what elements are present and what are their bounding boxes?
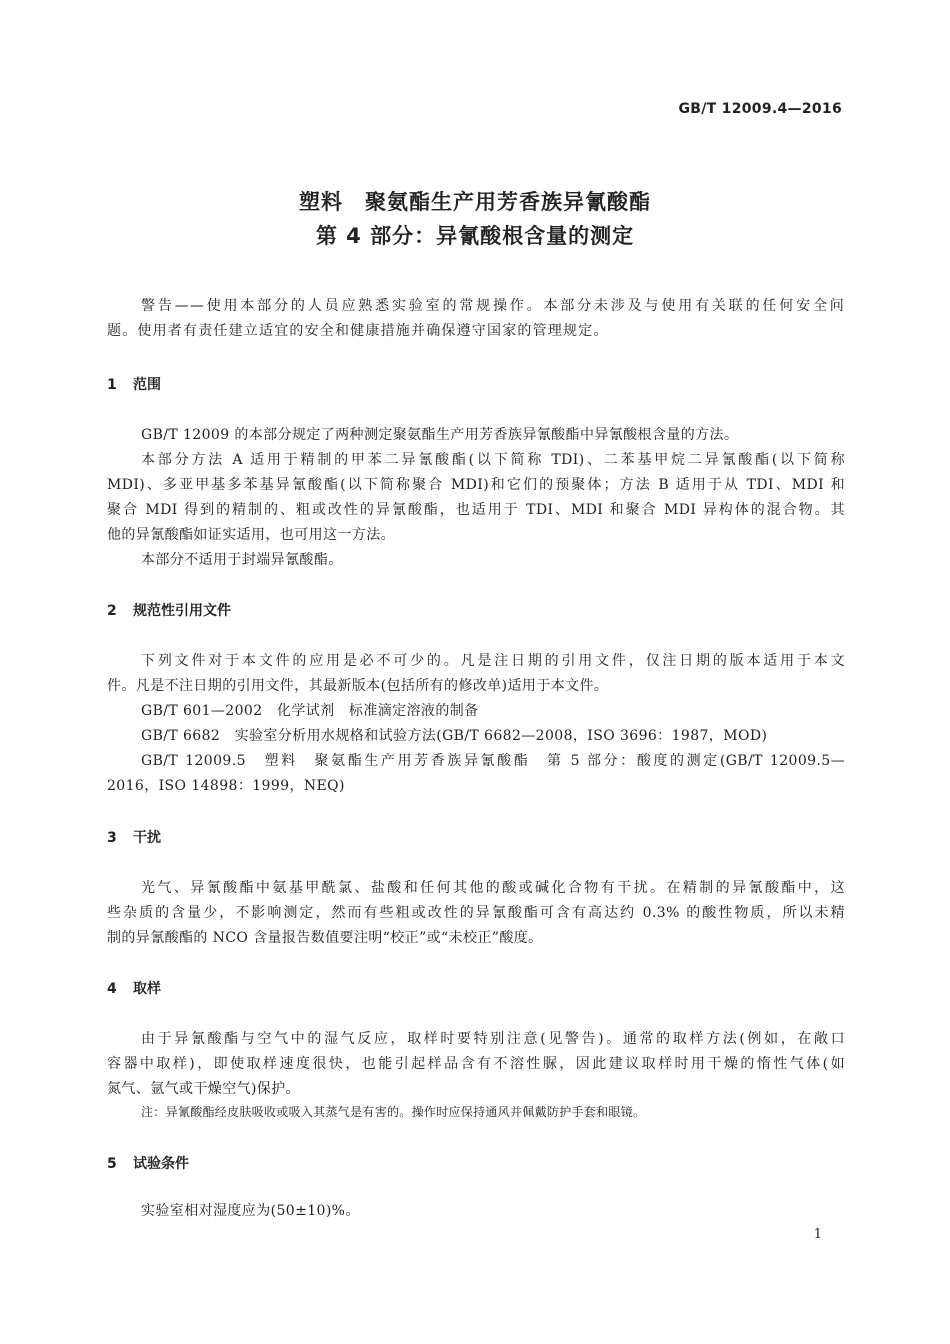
refs-intro-line2: 件。凡是不注日期的引用文件，其最新版本(包括所有的修改单)适用于本文件。 [107, 678, 609, 694]
section-title: 取样 [133, 981, 161, 997]
section-title: 试验条件 [133, 1156, 189, 1172]
refs-intro-line1: 下列文件对于本文件的应用是必不可少的。凡是注日期的引用文件，仅注日期的版本适用于本文 [141, 653, 845, 669]
ref-item-1: GB/T 601—2002 化学试剂 标准滴定溶液的制备 [141, 703, 479, 719]
standard-code: GB/T 12009.4—2016 [678, 101, 842, 117]
section-number: 2 [107, 603, 117, 619]
ref-item-3-line1: GB/T 12009.5 塑料 聚氨酯生产用芳香族异氰酸酯 第 5 部分：酸度的测定(GB/T 12009.5— [141, 753, 845, 769]
section-1-heading [107, 374, 161, 394]
section-number: 1 [107, 377, 117, 393]
doc-title-line1: 塑料 聚氨酯生产用芳香族异氰酸酯 [299, 190, 651, 214]
scope-p2-line3: 聚合 MDI 得到的精制的、粗或改性的异氰酸酯，也适用于 TDI、MDI 和聚合 MDI 异构体的混合物。其 [107, 502, 845, 518]
scope-p2-line4: 他的异氰酸酯如证实适用，也可用这一方法。 [107, 527, 395, 543]
section-number: 3 [107, 830, 117, 846]
interference-line1: 光气、异氰酸酯中氨基甲酰氯、盐酸和任何其他的酸或碱化合物有干扰。在精制的异氰酸酯中，这 [141, 880, 845, 896]
section-title: 干扰 [133, 830, 161, 846]
section-title: 规范性引用文件 [133, 603, 231, 619]
warning-line2: 题。使用者有责任建立适宜的安全和健康措施并确保遵守国家的管理规定。 [107, 323, 609, 339]
section-2-heading [107, 600, 231, 620]
sampling-line1: 由于异氰酸酯与空气中的湿气反应，取样时要特别注意(见警告)。通常的取样方法(例如，在敞口 [141, 1031, 845, 1047]
section-5-heading [107, 1153, 189, 1173]
section-title: 范围 [133, 377, 161, 393]
conditions-line1: 实验室相对湿度应为(50±10)%。 [141, 1203, 360, 1219]
section-4-heading [107, 978, 161, 998]
scope-p3: 本部分不适用于封端异氰酸酯。 [141, 552, 343, 568]
ref-item-2: GB/T 6682 实验室分析用水规格和试验方法(GB/T 6682—2008，ISO 3696：1987，MOD) [141, 728, 768, 744]
sampling-note: 注：异氰酸酯经皮肤吸收或吸入其蒸气是有害的。操作时应保持通风并佩戴防护手套和眼镜。 [141, 1105, 646, 1119]
ref-item-3-line2: 2016，ISO 14898：1999，NEQ) [107, 778, 345, 794]
sampling-line2: 容器中取样)，即使取样速度很快，也能引起样品含有不溶性脲，因此建议取样时用干燥的惰性气体(如 [107, 1056, 845, 1072]
section-number: 5 [107, 1156, 117, 1172]
interference-line2: 些杂质的含量少，不影响测定，然而有些粗或改性的异氰酸酯可含有高达约 0.3% 的酸性物质，所以未精 [107, 905, 845, 921]
section-3-heading [107, 827, 161, 847]
sampling-line3: 氮气、氩气或干燥空气)保护。 [107, 1081, 301, 1097]
scope-p2-line2: MDI)、多亚甲基多苯基异氰酸酯(以下简称聚合 MDI)和它们的预聚体；方法 B 适用于从 TDI、MDI 和 [107, 477, 845, 493]
scope-p2-line1: 本部分方法 A 适用于精制的甲苯二异氰酸酯(以下简称 TDI)、二苯基甲烷二异氰酸酯(以下简称 [141, 452, 845, 468]
page-number: 1 [813, 1227, 822, 1242]
section-number: 4 [107, 981, 117, 997]
warning-line1: 警告——使用本部分的人员应熟悉实验室的常规操作。本部分未涉及与使用有关联的任何安全问 [141, 298, 845, 314]
doc-title-line2: 第 4 部分：异氰酸根含量的测定 [315, 224, 635, 248]
scope-p1: GB/T 12009 的本部分规定了两种测定聚氨酯生产用芳香族异氰酸酯中异氰酸根含量的方法。 [141, 427, 739, 443]
interference-line3: 制的异氰酸酯的 NCO 含量报告数值要注明“校正”或“未校正”酸度。 [107, 930, 543, 946]
